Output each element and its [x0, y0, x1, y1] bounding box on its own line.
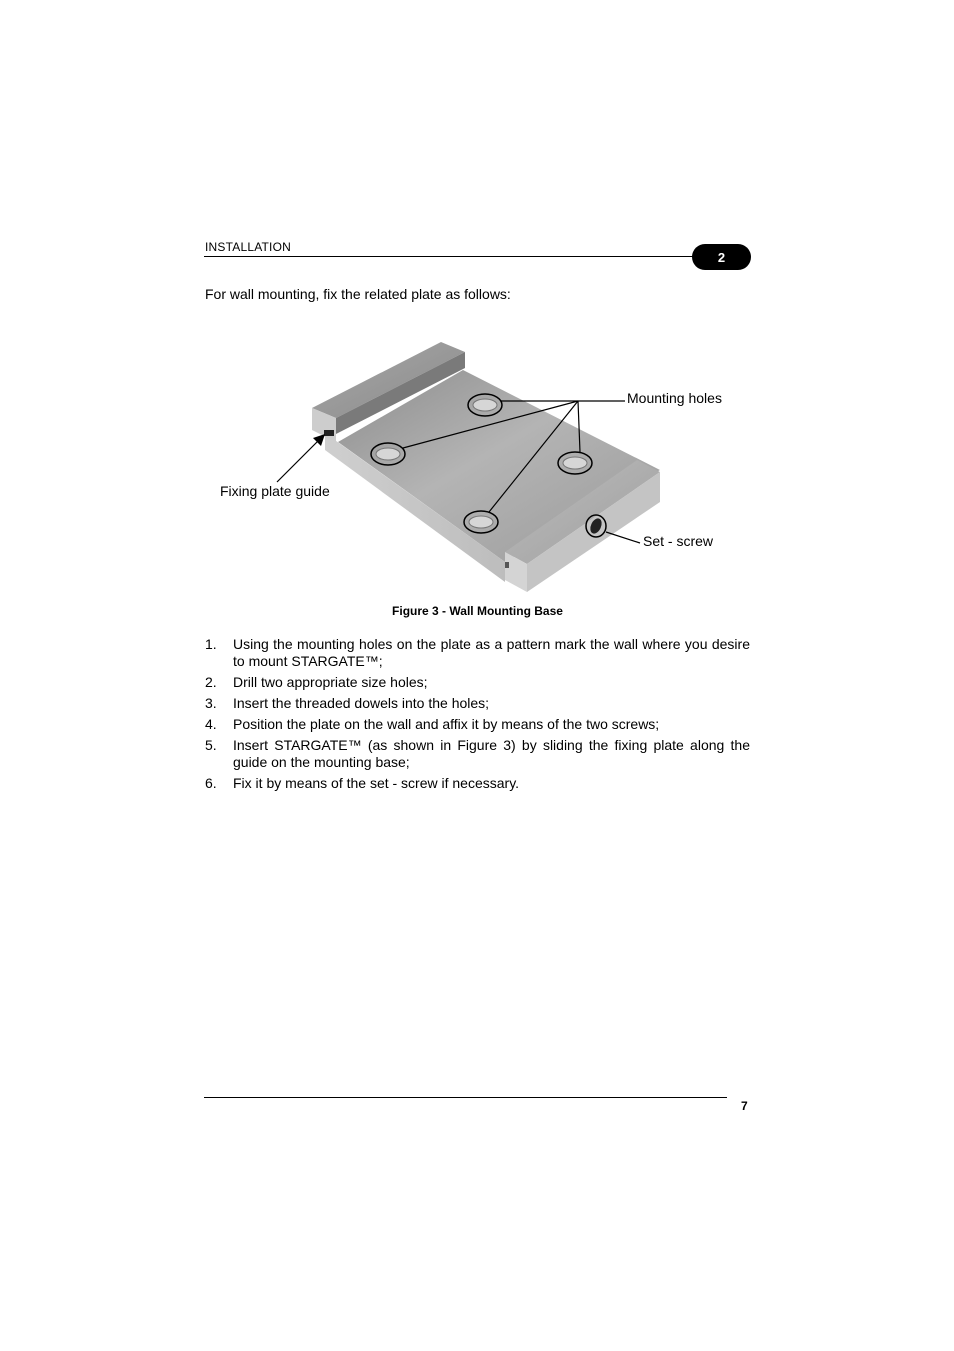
mounting-hole-1: [473, 399, 497, 411]
step-text: Using the mounting holes on the plate as a pattern mark the wall where you desire to mount STARGATE™;: [233, 636, 750, 669]
figure-caption: Figure 3 - Wall Mounting Base: [392, 604, 563, 618]
list-item: [205, 737, 750, 771]
step-text: Position the plate on the wall and affix it by means of the two screws;: [233, 716, 660, 732]
list-item: [205, 775, 750, 792]
callout-mounting-holes: Mounting holes: [627, 390, 722, 406]
step-text: Insert the threaded dowels into the holes;: [233, 695, 490, 711]
intro-paragraph: For wall mounting, fix the related plate as follows:: [205, 286, 511, 302]
mounting-hole-3: [563, 457, 587, 469]
guide-slot: [324, 430, 334, 436]
list-item: [205, 716, 750, 733]
chapter-badge: 2: [692, 244, 751, 270]
figure-wall-mounting-base: [205, 330, 750, 600]
header-rule: [204, 256, 704, 257]
mounting-hole-2: [376, 448, 400, 460]
footer-rule: [204, 1097, 727, 1098]
installation-steps-list: [205, 636, 750, 796]
header-section-label: INSTALLATION: [205, 240, 291, 254]
page-number: 7: [741, 1099, 748, 1113]
step-text: Insert STARGATE™ (as shown in Figure 3) by sliding the fixing plate along the guide on the mounting base;: [233, 737, 750, 770]
step-number: 6.: [205, 775, 217, 791]
step-text: Fix it by means of the set - screw if necessary.: [233, 775, 520, 791]
list-item: [205, 636, 750, 670]
step-number: 5.: [205, 737, 217, 753]
step-number: 4.: [205, 716, 217, 732]
list-item: [205, 695, 750, 712]
step-number: 2.: [205, 674, 217, 690]
step-number: 3.: [205, 695, 217, 711]
leader-line-set-screw: [606, 532, 640, 543]
list-item: [205, 674, 750, 691]
mounting-plate-illustration: [205, 330, 750, 600]
mounting-hole-4: [469, 516, 493, 528]
step-number: 1.: [205, 636, 217, 652]
callout-set-screw: Set - screw: [643, 533, 714, 549]
rail-end-slot: [505, 562, 509, 568]
leader-line-guide: [277, 438, 321, 482]
callout-fixing-plate-guide: Fixing plate guide: [220, 483, 330, 499]
step-text: Drill two appropriate size holes;: [233, 674, 428, 690]
